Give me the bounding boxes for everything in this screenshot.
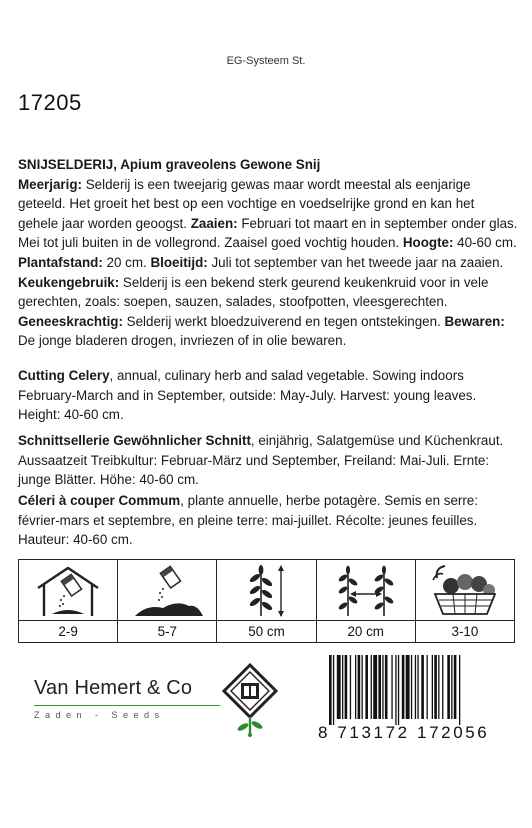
- barcode-icon: [327, 655, 517, 725]
- barcode-bar: [415, 655, 416, 719]
- greenhouse-sowing-icon: [28, 562, 108, 618]
- eg-system-label: EG-Systeem St.: [226, 55, 306, 67]
- english-description: [18, 366, 518, 425]
- nl-text-genees: Selderij werkt bloedzuiverend en tegen ontstekingen.: [122, 313, 445, 329]
- barcode-bar: [373, 655, 377, 719]
- nl-text-plantafstand: 20 cm.: [102, 254, 151, 270]
- barcode-bar: [350, 655, 351, 719]
- harvest-months: 3-10: [451, 624, 479, 639]
- barcode-bar: [427, 655, 428, 719]
- nl-label-zaaien: Zaaien:: [190, 215, 238, 231]
- nl-label-bewaren: Bewaren:: [444, 313, 505, 329]
- barcode-bar: [442, 655, 443, 719]
- dutch-description: [18, 155, 518, 351]
- barcode-bar: [365, 655, 368, 719]
- article-code: 17205: [18, 90, 82, 115]
- german-description: [18, 431, 518, 490]
- nl-label-plantafstand: Plantafstand:: [18, 254, 103, 270]
- barcode-bar: [329, 655, 332, 725]
- icon-cell-outdoor: [118, 560, 217, 642]
- nl-text-keuken: Selderij is een bekend sterk geurend keukenkruid voor in vele gerechten, zoals: soepen, sauzen, salades, stoofpotten, vleesgerechten.: [18, 274, 489, 310]
- harvest-basket-icon: [425, 562, 505, 618]
- barcode-bar: [378, 655, 381, 719]
- outdoor-sowing-months: 5-7: [157, 624, 177, 639]
- nl-label-hoogte: Hoogte:: [402, 235, 454, 251]
- barcode-bar: [421, 655, 424, 719]
- french-description: [18, 491, 518, 550]
- icon-cell-height: [217, 560, 316, 642]
- plant-spacing-value: 20 cm: [347, 624, 384, 639]
- barcode-bar: [398, 655, 399, 725]
- barcode-bar: [402, 655, 405, 719]
- barcode-bar: [417, 655, 418, 719]
- brand-name: Van Hemert & Co: [34, 677, 193, 699]
- brand-tagline: Zaden - Seeds: [34, 710, 165, 720]
- barcode-bar: [355, 655, 356, 719]
- barcode-bar: [459, 655, 460, 725]
- icon-cell-greenhouse: [19, 560, 118, 642]
- de-title: Schnittsellerie Gewöhnlicher Schnitt: [18, 433, 251, 448]
- nl-text-bloeitijd: Juli tot september van het tweede jaar na zaaien.: [207, 254, 504, 270]
- barcode-bar: [432, 655, 433, 719]
- nl-text-hoogte: 40-60 cm.: [453, 235, 517, 251]
- nl-text-meerjarig: Selderij is een tweejarig gewas maar wordt meestal als eenjarige geteeld. Het groeit het best op een vochtige en voedselrijke grond en kan het gehele jaar worden geoogst.: [18, 176, 475, 231]
- barcode-bar: [438, 655, 439, 719]
- barcode-bar: [362, 655, 363, 719]
- barcode-bar: [411, 655, 412, 719]
- barcode-bar: [406, 655, 410, 719]
- barcode-bar: [382, 655, 383, 719]
- nl-label-bloeitijd: Bloeitijd:: [150, 254, 208, 270]
- plant-height-value: 50 cm: [248, 624, 285, 639]
- nl-text-zaaien: Februari tot maart en in september onder glas. Mei tot juli buiten in de vollegrond. Zaaisel goed vochtig houden.: [18, 215, 518, 251]
- icon-cell-harvest: [416, 560, 514, 642]
- icon-cell-spacing: [317, 560, 416, 642]
- barcode-bar: [451, 655, 452, 719]
- nl-label-keuken: Keukengebruik:: [18, 274, 120, 290]
- brand-divider: [34, 705, 220, 706]
- barcode-bar: [358, 655, 361, 719]
- barcode-bar: [333, 655, 334, 725]
- en-text: , annual, culinary herb and salad vegetable. Sowing indoors February-March and in September, outside: May-July. Harvest: young leaves. Height: 40-60 cm.: [18, 368, 477, 423]
- barcode-bar: [447, 655, 450, 719]
- en-title: Cutting Celery: [18, 368, 110, 383]
- plant-spacing-icon: [326, 562, 406, 618]
- barcode-bar: [395, 655, 396, 725]
- barcode-bar: [434, 655, 437, 719]
- company-logo-icon: [222, 663, 278, 739]
- barcode-bar: [337, 655, 341, 719]
- barcode-bar: [345, 655, 348, 719]
- fr-title: Céleri à couper Commum: [18, 493, 181, 508]
- barcode-bar: [385, 655, 388, 719]
- de-text: , einjährig, Salatgemüse und Küchenkraut. Aussaatzeit Treibkultur: Februar-März und September, Freiland: Mai-Juli. Ernte: junge Blätter. Höhe: 40-60 cm.: [18, 433, 504, 488]
- barcode-bar: [371, 655, 372, 719]
- nl-label-meerjarig: Meerjarig:: [18, 176, 82, 192]
- fr-text: , plante annuelle, herbe potagère. Semis en serre: février-mars et septembre, en pleine terre: mai-juillet. Récolte: jeunes feuilles. Hauteur: 40-60 cm.: [18, 493, 478, 548]
- greenhouse-sowing-months: 2-9: [58, 624, 78, 639]
- nl-text-bewaren: De jonge bladeren drogen, invriezen of in olie bewaren.: [18, 333, 347, 349]
- barcode-bar: [454, 655, 457, 719]
- nl-label-genees: Geneeskrachtig:: [18, 313, 123, 329]
- barcode-bar: [342, 655, 343, 719]
- nl-title: SNIJSELDERIJ, Apium graveolens Gewone Snij: [18, 157, 321, 172]
- barcode-bar: [391, 655, 392, 719]
- barcode-number: 8 713172 172056: [318, 723, 490, 742]
- outdoor-sowing-icon: [127, 562, 207, 618]
- cultivation-icons-strip: [18, 559, 515, 643]
- plant-height-icon: [227, 562, 307, 618]
